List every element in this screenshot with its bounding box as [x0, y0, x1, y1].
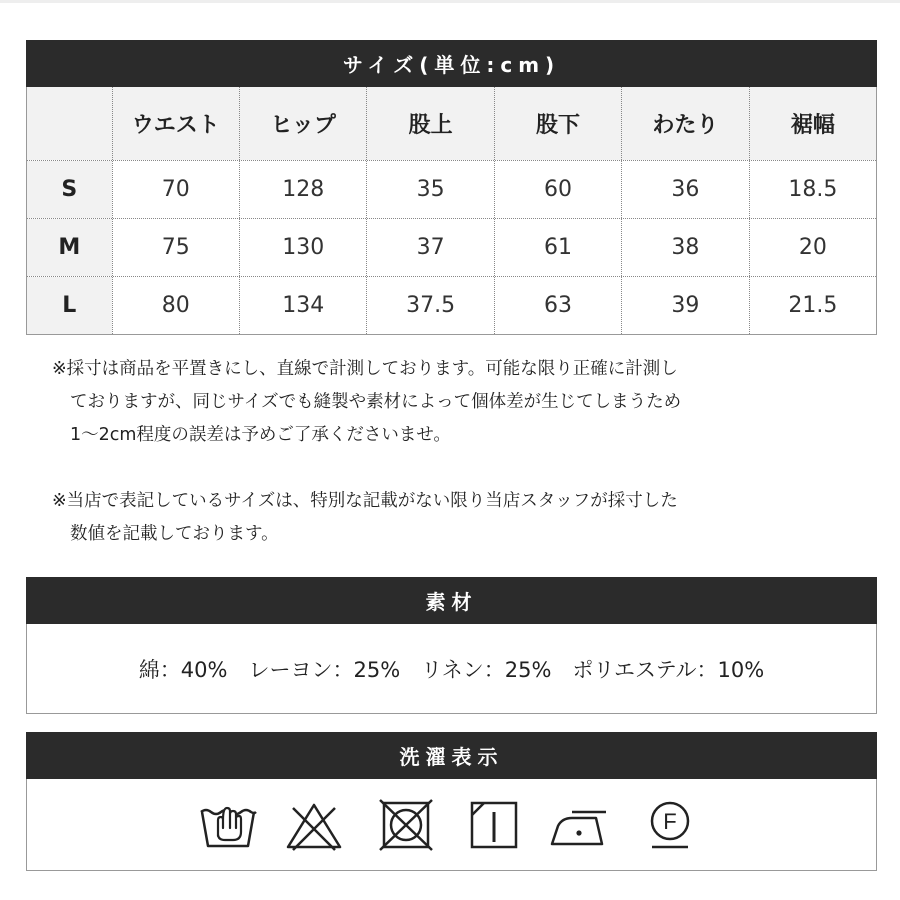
note-line: 数値を記載しております。: [70, 524, 279, 544]
dry-clean-letter: F: [663, 809, 677, 834]
note-line: 1〜2cm程度の誤差は予めご了承くださいませ。: [70, 425, 451, 445]
size-label: S: [27, 161, 112, 218]
table-cell: 128: [239, 161, 366, 218]
table-cell: 39: [621, 277, 748, 334]
measurement-note: [52, 353, 812, 452]
hand-wash-icon: [197, 800, 259, 852]
material-composition: 綿：40% レーヨン：25% リネン：25% ポリエステル：10%: [138, 657, 765, 682]
size-table-header-row: [27, 87, 876, 160]
table-row: [27, 218, 876, 276]
top-divider: [0, 0, 900, 3]
size-section-title: サイズ(単位:cm): [342, 53, 561, 77]
size-section-header: [26, 40, 877, 87]
table-cell: 37.5: [366, 277, 493, 334]
column-header-size: [27, 87, 112, 160]
table-cell: 20: [749, 219, 876, 276]
table-cell: 37: [366, 219, 493, 276]
column-header-inseam: 股下: [494, 87, 621, 160]
no-tumble-dry-icon: [375, 800, 437, 852]
size-label: L: [27, 277, 112, 334]
note-line: ※当店で表記しているサイズは、特別な記載がない限り当店スタッフが採寸した: [52, 491, 678, 511]
no-bleach-icon: [283, 800, 345, 852]
table-cell: 18.5: [749, 161, 876, 218]
material-box: [26, 624, 877, 714]
table-row: [27, 276, 876, 334]
column-header-thigh: わたり: [621, 87, 748, 160]
size-table: [26, 87, 877, 335]
low-iron-icon: [548, 800, 610, 852]
table-cell: 134: [239, 277, 366, 334]
table-cell: 61: [494, 219, 621, 276]
size-display-note: [52, 485, 812, 551]
table-cell: 63: [494, 277, 621, 334]
column-header-waist: ウエスト: [112, 87, 239, 160]
table-cell: 75: [112, 219, 239, 276]
table-cell: 130: [239, 219, 366, 276]
note-line: ※採寸は商品を平置きにし、直線で計測しております。可能な限り正確に計測し: [52, 359, 678, 379]
wash-symbols-box: [26, 779, 877, 871]
table-cell: 36: [621, 161, 748, 218]
table-row: [27, 160, 876, 218]
material-section-header: [26, 577, 877, 624]
table-cell: 70: [112, 161, 239, 218]
column-header-hip: ヒップ: [239, 87, 366, 160]
wash-section-header: [26, 732, 877, 779]
dry-clean-f-icon: [639, 800, 701, 852]
drip-dry-shade-icon: [463, 800, 525, 852]
table-cell: 80: [112, 277, 239, 334]
table-cell: 21.5: [749, 277, 876, 334]
size-label: M: [27, 219, 112, 276]
wash-section-title: 洗濯表示: [399, 745, 504, 769]
column-header-rise: 股上: [366, 87, 493, 160]
table-cell: 35: [366, 161, 493, 218]
note-line: ておりますが、同じサイズでも縫製や素材によって個体差が生じてしまうため: [70, 392, 682, 412]
material-section-title: 素材: [425, 590, 478, 614]
column-header-hem-width: 裾幅: [749, 87, 876, 160]
table-cell: 38: [621, 219, 748, 276]
table-cell: 60: [494, 161, 621, 218]
